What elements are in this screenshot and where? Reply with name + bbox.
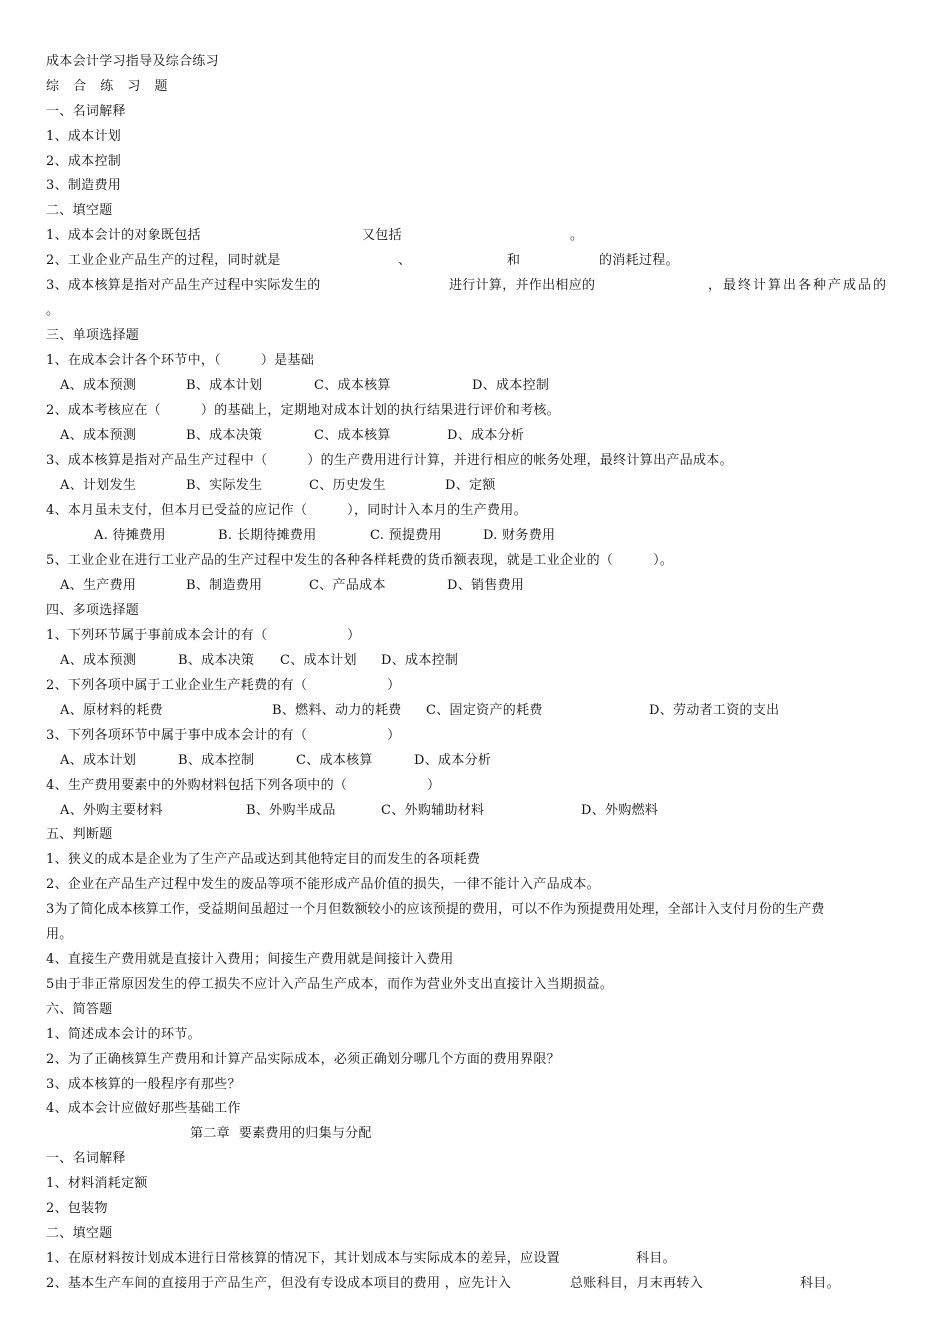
s4-q2-option-b: B、燃料、动力的耗费 xyxy=(272,703,402,718)
s1-heading: 一、名词解释 xyxy=(46,104,126,119)
s5-item: 3为了简化成本核算工作，受益期间虽超过一个月但数额较小的应该预提的费用，可以不作为预提费用处理，全部计入支付月份的生产费 xyxy=(46,902,825,917)
s6-heading: 六、简答题 xyxy=(46,1002,113,1017)
s2-q2-part-a: 2、工业企业产品生产的过程，同时就是 xyxy=(46,253,281,268)
s3-q4-option-a: A. 待摊费用 xyxy=(94,528,166,543)
s3-q3-option-d: D、定额 xyxy=(445,478,496,493)
ch2-s2-q1-part-b: 科目。 xyxy=(636,1251,676,1266)
s3-q2-option-a: A、成本预测 xyxy=(60,428,137,443)
section-title: 综 合 练 习 题 xyxy=(46,79,173,94)
s3-q3-option-c: C、历史发生 xyxy=(309,478,386,493)
s4-heading: 四、多项选择题 xyxy=(46,603,140,618)
s4-q2-stem: 2、下列各项中属于工业企业生产耗费的有（ ） xyxy=(46,678,401,693)
s3-q4-option-d: D. 财务费用 xyxy=(483,528,556,543)
s3-q2-stem: 2、成本考核应在（ ）的基础上，定期地对成本计划的执行结果进行评价和考核。 xyxy=(46,403,560,418)
s3-q3-option-b: B、实际发生 xyxy=(186,478,263,493)
s4-q4-stem: 4、生产费用要素中的外购材料包括下列各项中的（ ） xyxy=(46,778,441,793)
s4-q4-option-b: B、外购半成品 xyxy=(246,803,336,818)
doc-title: 成本会计学习指导及综合练习 xyxy=(46,54,219,69)
s2-q3-part-d: 。 xyxy=(46,303,60,318)
s6-item: 1、简述成本会计的环节。 xyxy=(46,1027,201,1042)
s5-item: 1、狭义的成本是企业为了生产产品或达到其他特定目的而发生的各项耗费 xyxy=(46,852,481,867)
s4-q1-option-d: D、成本控制 xyxy=(381,653,459,668)
s4-q3-option-a: A、成本计划 xyxy=(60,753,137,768)
s5-item: 5由于非正常原因发生的停工损失不应计入产品生产成本，而作为营业外支出直接计入当期损益。 xyxy=(46,977,614,992)
s4-q4-option-a: A、外购主要材料 xyxy=(60,803,163,818)
s1-item: 1、成本计划 xyxy=(46,129,122,144)
s5-item-continuation: 用。 xyxy=(46,927,73,942)
ch2-s2-q2-part-c: 科目。 xyxy=(800,1276,840,1291)
s3-q2-option-b: B、成本决策 xyxy=(186,428,263,443)
s3-q1-stem: 1、在成本会计各个环节中，（ ）是基础 xyxy=(46,353,315,368)
ch2-s1-item: 1、材料消耗定额 xyxy=(46,1176,148,1191)
s4-q3-option-c: C、成本核算 xyxy=(296,753,373,768)
s2-q2-part-c: 和 xyxy=(507,253,521,268)
s3-q1-option-a: A、成本预测 xyxy=(60,378,137,393)
ch2-s2-q2-part-b: 总账科目，月末再转入 xyxy=(570,1276,704,1291)
s4-q4-option-c: C、外购辅助材料 xyxy=(381,803,485,818)
s2-q3-part-c: ，最终计算出各种产成品的 xyxy=(708,278,889,293)
s4-q1-option-a: A、成本预测 xyxy=(60,653,137,668)
s3-q3-stem: 3、成本核算是指对产品生产过程中（ ）的生产费用进行计算，并进行相应的帐务处理，最终计算出产品成本。 xyxy=(46,453,733,468)
s3-q1-option-c: C、成本核算 xyxy=(314,378,391,393)
s3-q5-stem: 5、工业企业在进行工业产品的生产过程中发生的各种各样耗费的货币额表现，就是工业企业的（ ）。 xyxy=(46,553,674,568)
s3-q5-option-a: A、生产费用 xyxy=(60,578,137,593)
s1-item: 3、制造费用 xyxy=(46,178,122,193)
s3-q1-option-d: D、成本控制 xyxy=(472,378,550,393)
s3-q4-option-b: B. 长期待摊费用 xyxy=(218,528,317,543)
s3-q5-option-d: D、销售费用 xyxy=(447,578,525,593)
s3-q5-option-b: B、制造费用 xyxy=(186,578,263,593)
s2-q3-part-b: 进行计算，并作出相应的 xyxy=(449,278,596,293)
s4-q2-option-c: C、固定资产的耗费 xyxy=(426,703,543,718)
s2-q3-part-a: 3、成本核算是指对产品生产过程中实际发生的 xyxy=(46,278,321,293)
s6-item: 4、成本会计应做好那些基础工作 xyxy=(46,1101,241,1116)
s2-heading: 二、填空题 xyxy=(46,203,113,218)
s3-q5-option-c: C、产品成本 xyxy=(309,578,386,593)
s4-q4-option-d: D、外购燃料 xyxy=(581,803,659,818)
s3-q4-stem: 4、本月虽未支付，但本月已受益的应记作（ ），同时计入本月的生产费用。 xyxy=(46,503,527,518)
s2-q2-part-d: 的消耗过程。 xyxy=(599,253,679,268)
ch2-s1-item: 2、包装物 xyxy=(46,1201,108,1216)
s3-q4-option-c: C. 预提费用 xyxy=(370,528,442,543)
s5-heading: 五、判断题 xyxy=(46,827,113,842)
ch2-s1-heading: 一、名词解释 xyxy=(46,1151,126,1166)
s3-q3-option-a: A、计划发生 xyxy=(60,478,137,493)
s3-q1-option-b: B、成本计划 xyxy=(186,378,263,393)
s4-q2-option-a: A、原材料的耗费 xyxy=(60,703,163,718)
s3-q2-option-d: D、成本分析 xyxy=(447,428,525,443)
s2-q2-part-b: 、 xyxy=(398,253,412,268)
s2-q1-part-b: 又包括 xyxy=(362,228,402,243)
s1-item: 2、成本控制 xyxy=(46,154,122,169)
s6-item: 2、为了正确核算生产费用和计算产品实际成本，必须正确划分哪几个方面的费用界限？ xyxy=(46,1052,560,1067)
s4-q1-option-b: B、成本决策 xyxy=(178,653,255,668)
s4-q3-option-b: B、成本控制 xyxy=(178,753,255,768)
s5-item: 2、企业在产品生产过程中发生的废品等项不能形成产品价值的损失，一律不能计入产品成本。 xyxy=(46,877,600,892)
chapter-2-title: 第二章 要素费用的归集与分配 xyxy=(190,1126,372,1141)
s4-q1-option-c: C、成本计划 xyxy=(280,653,357,668)
s3-q2-option-c: C、成本核算 xyxy=(314,428,391,443)
s2-q1-part-c: 。 xyxy=(570,228,584,243)
s2-q1-part-a: 1、成本会计的对象既包括 xyxy=(46,228,201,243)
s4-q1-stem: 1、下列环节属于事前成本会计的有（ ） xyxy=(46,628,361,643)
s4-q3-stem: 3、下列各项环节中属于事中成本会计的有（ ） xyxy=(46,728,401,743)
ch2-s2-q2-part-a: 2、基本生产车间的直接用于产品生产，但没有专设成本项目的费用 ，应先计入 xyxy=(46,1276,512,1291)
s4-q2-option-d: D、劳动者工资的支出 xyxy=(649,703,780,718)
ch2-s2-q1-part-a: 1、在原材料按计划成本进行日常核算的情况下，其计划成本与实际成本的差异，应设置 xyxy=(46,1251,560,1266)
ch2-s2-heading: 二、填空题 xyxy=(46,1226,113,1241)
s5-item: 4、直接生产费用就是直接计入费用；间接生产费用就是间接计入费用 xyxy=(46,952,454,967)
s3-heading: 三、单项选择题 xyxy=(46,328,140,343)
s4-q3-option-d: D、成本分析 xyxy=(414,753,492,768)
s6-item: 3、成本核算的一般程序有那些？ xyxy=(46,1077,241,1092)
